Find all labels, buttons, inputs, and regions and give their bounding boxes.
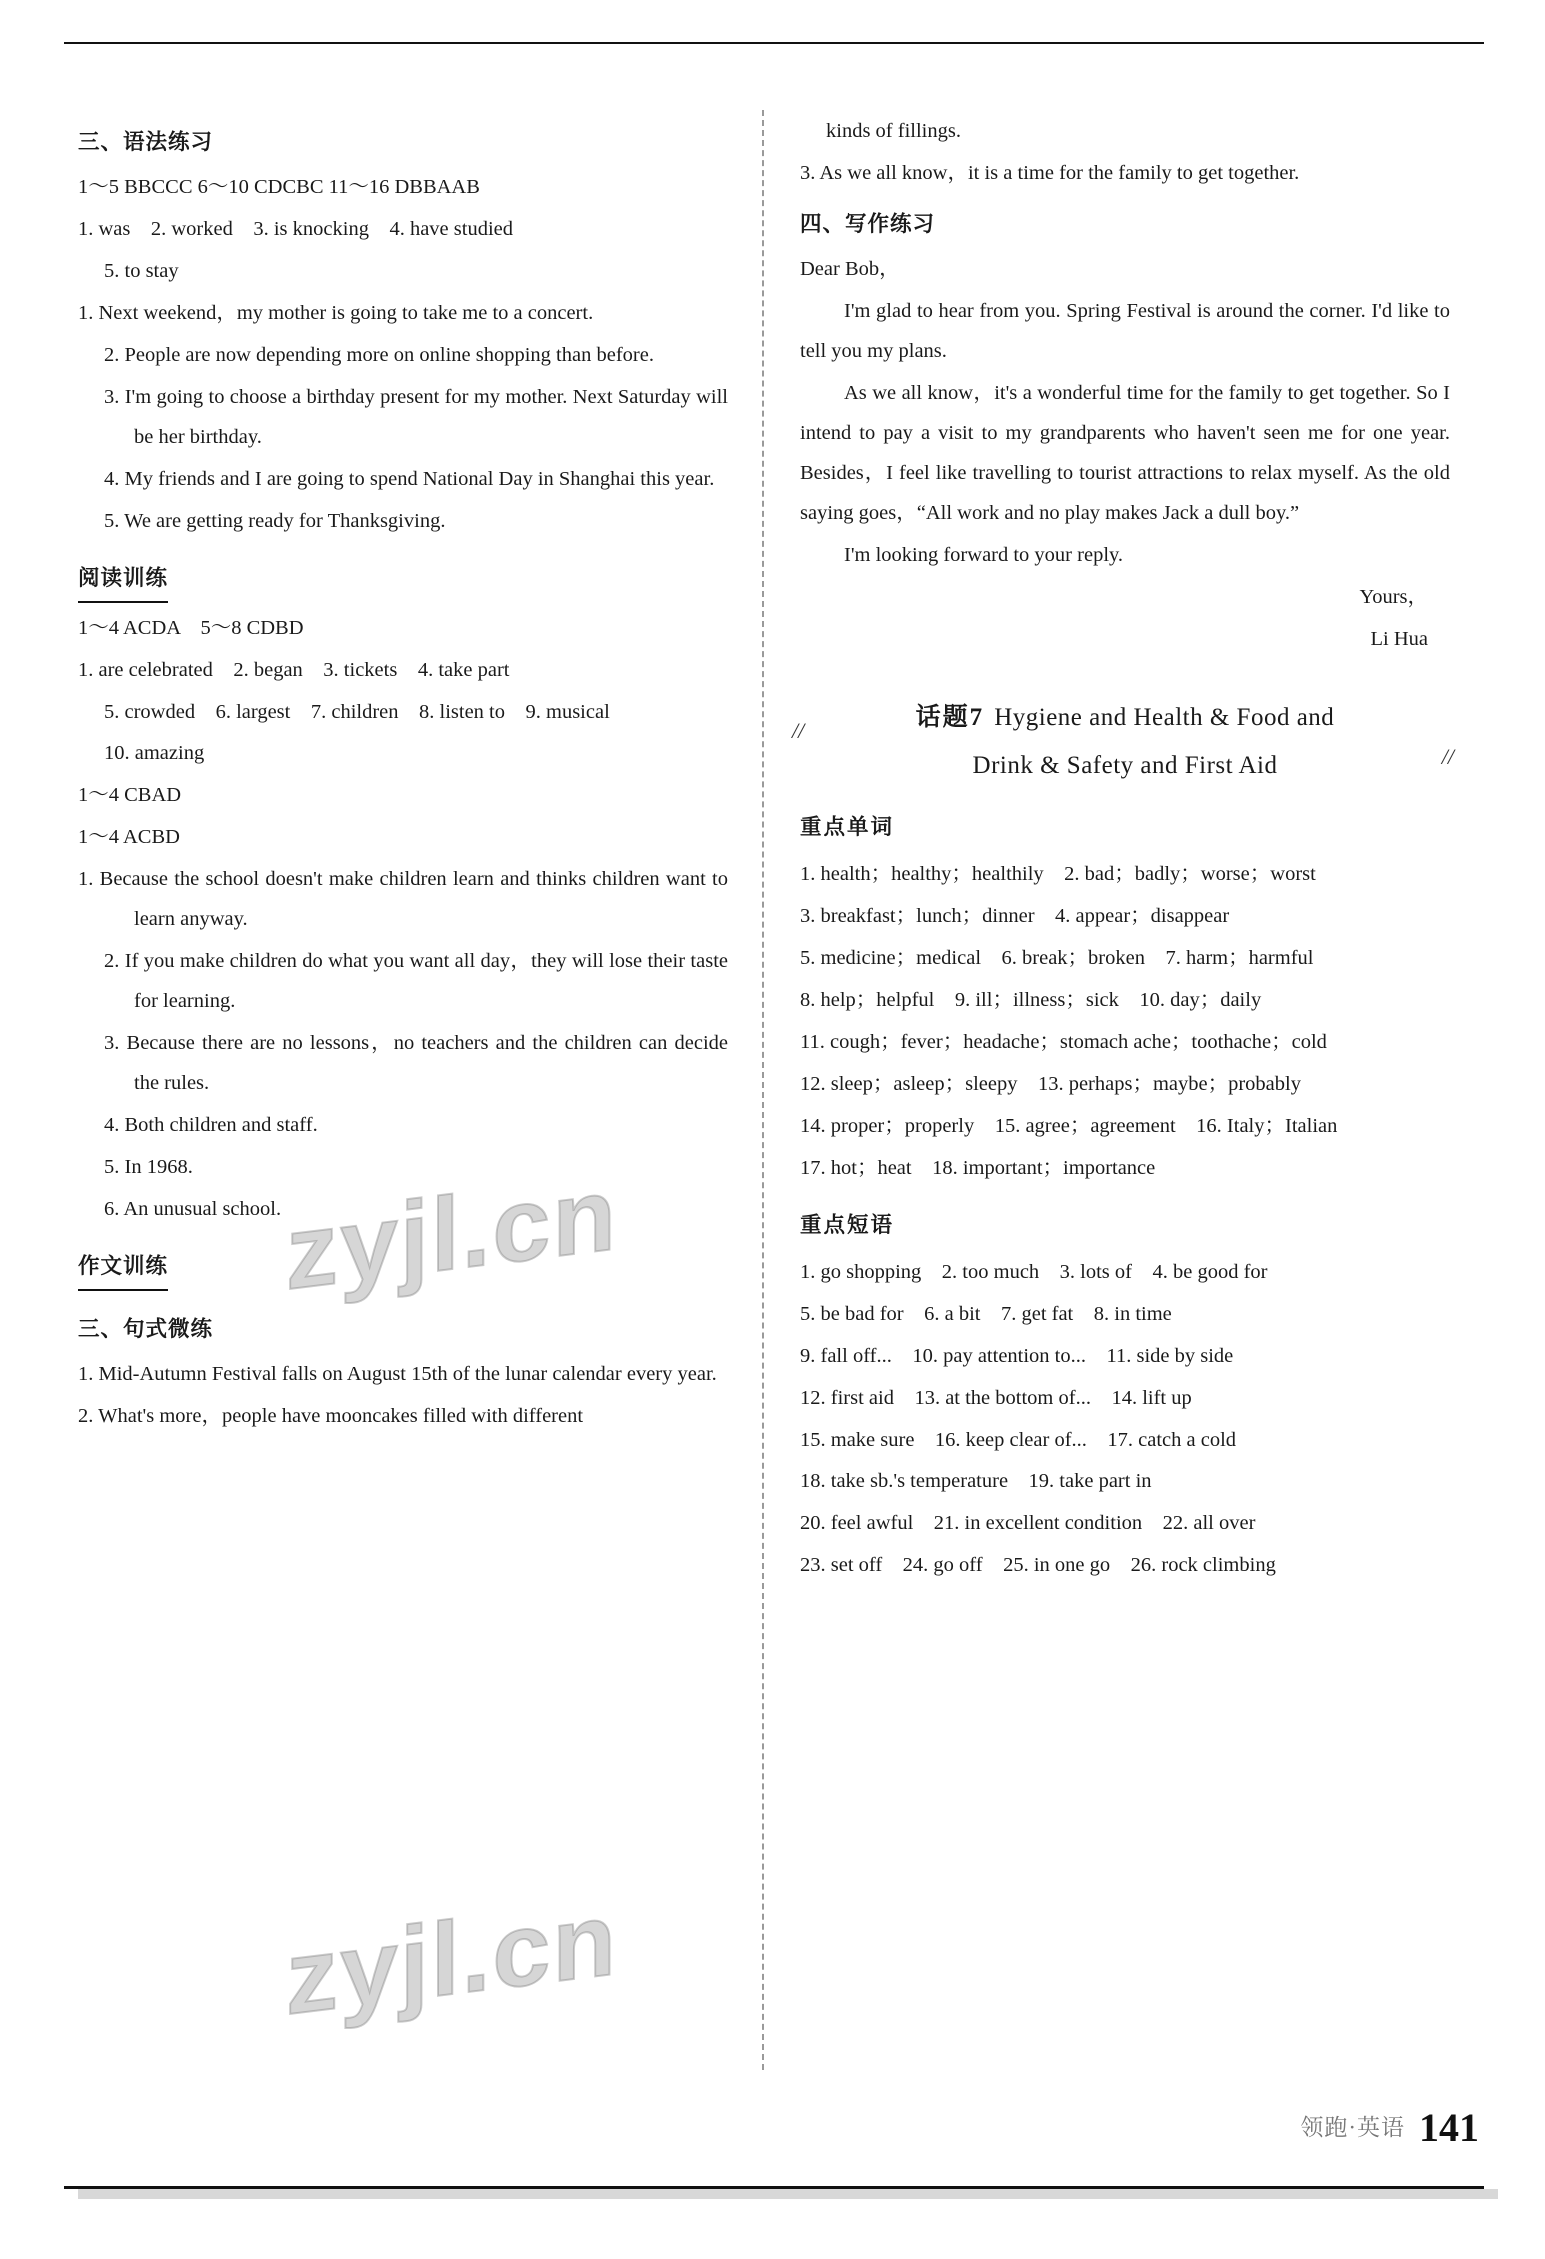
key-words-title: 重点单词 xyxy=(800,815,895,840)
key-phrases-title: 重点短语 xyxy=(800,1212,895,1237)
key-phrase-item: 23. set off 24. go off 25. in one go 26. rock climbing xyxy=(800,1554,1276,1577)
topic-heading xyxy=(792,694,1454,792)
key-word-item: 17. hot；heat 18. important；importance xyxy=(800,1156,1156,1179)
grammar-item: 4. My friends and I are going to spend National Day in Shanghai this year. xyxy=(104,467,715,490)
letter-salutation: Dear Bob， xyxy=(800,257,900,280)
grammar-item: 1. was 2. worked 3. is knocking 4. have studied xyxy=(78,217,513,240)
key-word-item: 5. medicine；medical 6. break；broken 7. harm；harmful xyxy=(800,946,1314,969)
writing-section-title: 作文训练 xyxy=(78,1246,168,1291)
key-phrase-item: 9. fall off... 10. pay attention to... 11. side by side xyxy=(800,1344,1234,1367)
grammar-item: 5. to stay xyxy=(104,259,179,282)
reading-item: 4. Both children and staff. xyxy=(104,1114,318,1137)
letter-signature: Li Hua xyxy=(1370,627,1428,650)
reading-item: 10. amazing xyxy=(104,742,205,765)
key-word-item: 12. sleep；asleep；sleepy 13. perhaps；maybe；probably xyxy=(800,1072,1301,1095)
grammar-item: 2. People are now depending more on online shopping than before. xyxy=(104,343,654,366)
key-phrase-item: 5. be bad for 6. a bit 7. get fat 8. in time xyxy=(800,1302,1172,1325)
continued-text: kinds of fillings. xyxy=(826,120,961,142)
topic-title-line2: Drink & Safety and First Aid xyxy=(972,752,1278,780)
reading-item: 2. If you make children do what you want all day，they will lose their taste for learning. xyxy=(104,950,728,1013)
letter-paragraph: I'm looking forward to your reply. xyxy=(844,543,1124,566)
footer-brand: 领跑·英语 xyxy=(1300,2115,1405,2140)
right-column xyxy=(792,112,1454,1588)
reading-item: 1. are celebrated 2. began 3. tickets 4. take part xyxy=(78,658,510,681)
key-word-item: 1. health；healthy；healthily 2. bad；badly；worse；worst xyxy=(800,862,1316,885)
reading-item: 5. crowded 6. largest 7. children 8. listen to 9. musical xyxy=(104,700,610,723)
writing-sentence: 1. Mid-Autumn Festival falls on August 15th of the lunar calendar every year. xyxy=(78,1362,717,1385)
top-rule xyxy=(64,42,1484,44)
watermark: zyjl.cn xyxy=(286,1155,618,1313)
key-phrase-item: 20. feel awful 21. in excellent condition 22. all over xyxy=(800,1512,1256,1535)
key-word-item: 8. help；helpful 9. ill；illness；sick 10. day；daily xyxy=(800,988,1262,1011)
page-number: 141 xyxy=(1419,2105,1479,2150)
key-phrase-item: 1. go shopping 2. too much 3. lots of 4. be good for xyxy=(800,1260,1268,1283)
key-phrase-item: 15. make sure 16. keep clear of... 17. catch a cold xyxy=(800,1428,1237,1451)
letter-closing: Yours， xyxy=(1359,585,1428,608)
left-column xyxy=(78,112,728,1439)
reading-section-title: 阅读训练 xyxy=(78,558,168,603)
reading-item: 1～4 ACDA 5～8 CDBD xyxy=(78,616,304,639)
key-phrase-item: 12. first aid 13. at the bottom of... 14. lift up xyxy=(800,1386,1192,1409)
grammar-item: 3. I'm going to choose a birthday present for my mother. Next Saturday will be her birthday. xyxy=(104,385,728,448)
reading-item: 1. Because the school doesn't make children learn and thinks children want to learn anyway. xyxy=(78,868,728,931)
page-footer xyxy=(1300,2105,1479,2150)
reading-item: 1～4 CBAD xyxy=(78,784,182,807)
grammar-item: 1. Next weekend，my mother is going to take me to a concert. xyxy=(78,301,594,324)
grammar-item: 5. We are getting ready for Thanksgiving. xyxy=(104,509,446,532)
writing-practice-title: 四、写作练习 xyxy=(800,211,936,236)
column-divider xyxy=(762,110,764,2070)
reading-item: 3. Because there are no lessons，no teachers and the children can decide the rules. xyxy=(104,1032,728,1095)
writing-sentence: 3. As we all know，it is a time for the family to get together. xyxy=(800,161,1300,184)
reading-item: 5. In 1968. xyxy=(104,1156,193,1179)
letter-paragraph: I'm glad to hear from you. Spring Festival is around the corner. I'd like to tell you my plans. xyxy=(800,299,1450,362)
key-phrase-item: 18. take sb.'s temperature 19. take part in xyxy=(800,1470,1152,1493)
watermark: zyjl.cn xyxy=(286,1880,618,2038)
key-word-item: 11. cough；fever；headache；stomach ache；toothache；cold xyxy=(800,1030,1327,1053)
decorative-slash-right: // xyxy=(1441,743,1454,769)
reading-item: 6. An unusual school. xyxy=(104,1198,282,1221)
decorative-slash-left: // xyxy=(792,717,805,743)
reading-item: 1～4 ACBD xyxy=(78,826,180,849)
letter-paragraph: As we all know，it's a wonderful time for the family to get together. So I intend to pay a visit to my grandparents who haven't seen me for one year. Besides，I feel like travelling to tourist attractions to relax myself. As the old saying goes，“All work and no play makes Jack a dull boy.” xyxy=(800,381,1450,524)
topic-tag: 话题7 xyxy=(915,703,985,731)
grammar-section-title: 三、语法练习 xyxy=(78,130,214,154)
key-word-item: 14. proper；properly 15. agree；agreement 16. Italy；Italian xyxy=(800,1114,1338,1137)
writing-subsection-title: 三、句式微练 xyxy=(78,1317,214,1342)
grammar-item: 1～5 BBCCC 6～10 CDCBC 11～16 DBBAAB xyxy=(78,175,480,198)
key-word-item: 3. breakfast；lunch；dinner 4. appear；disappear xyxy=(800,904,1230,927)
topic-title-line1: Hygiene and Health & Food and xyxy=(994,703,1335,731)
bottom-shadow xyxy=(78,2189,1498,2199)
writing-sentence: 2. What's more，people have mooncakes filled with different xyxy=(78,1404,584,1427)
